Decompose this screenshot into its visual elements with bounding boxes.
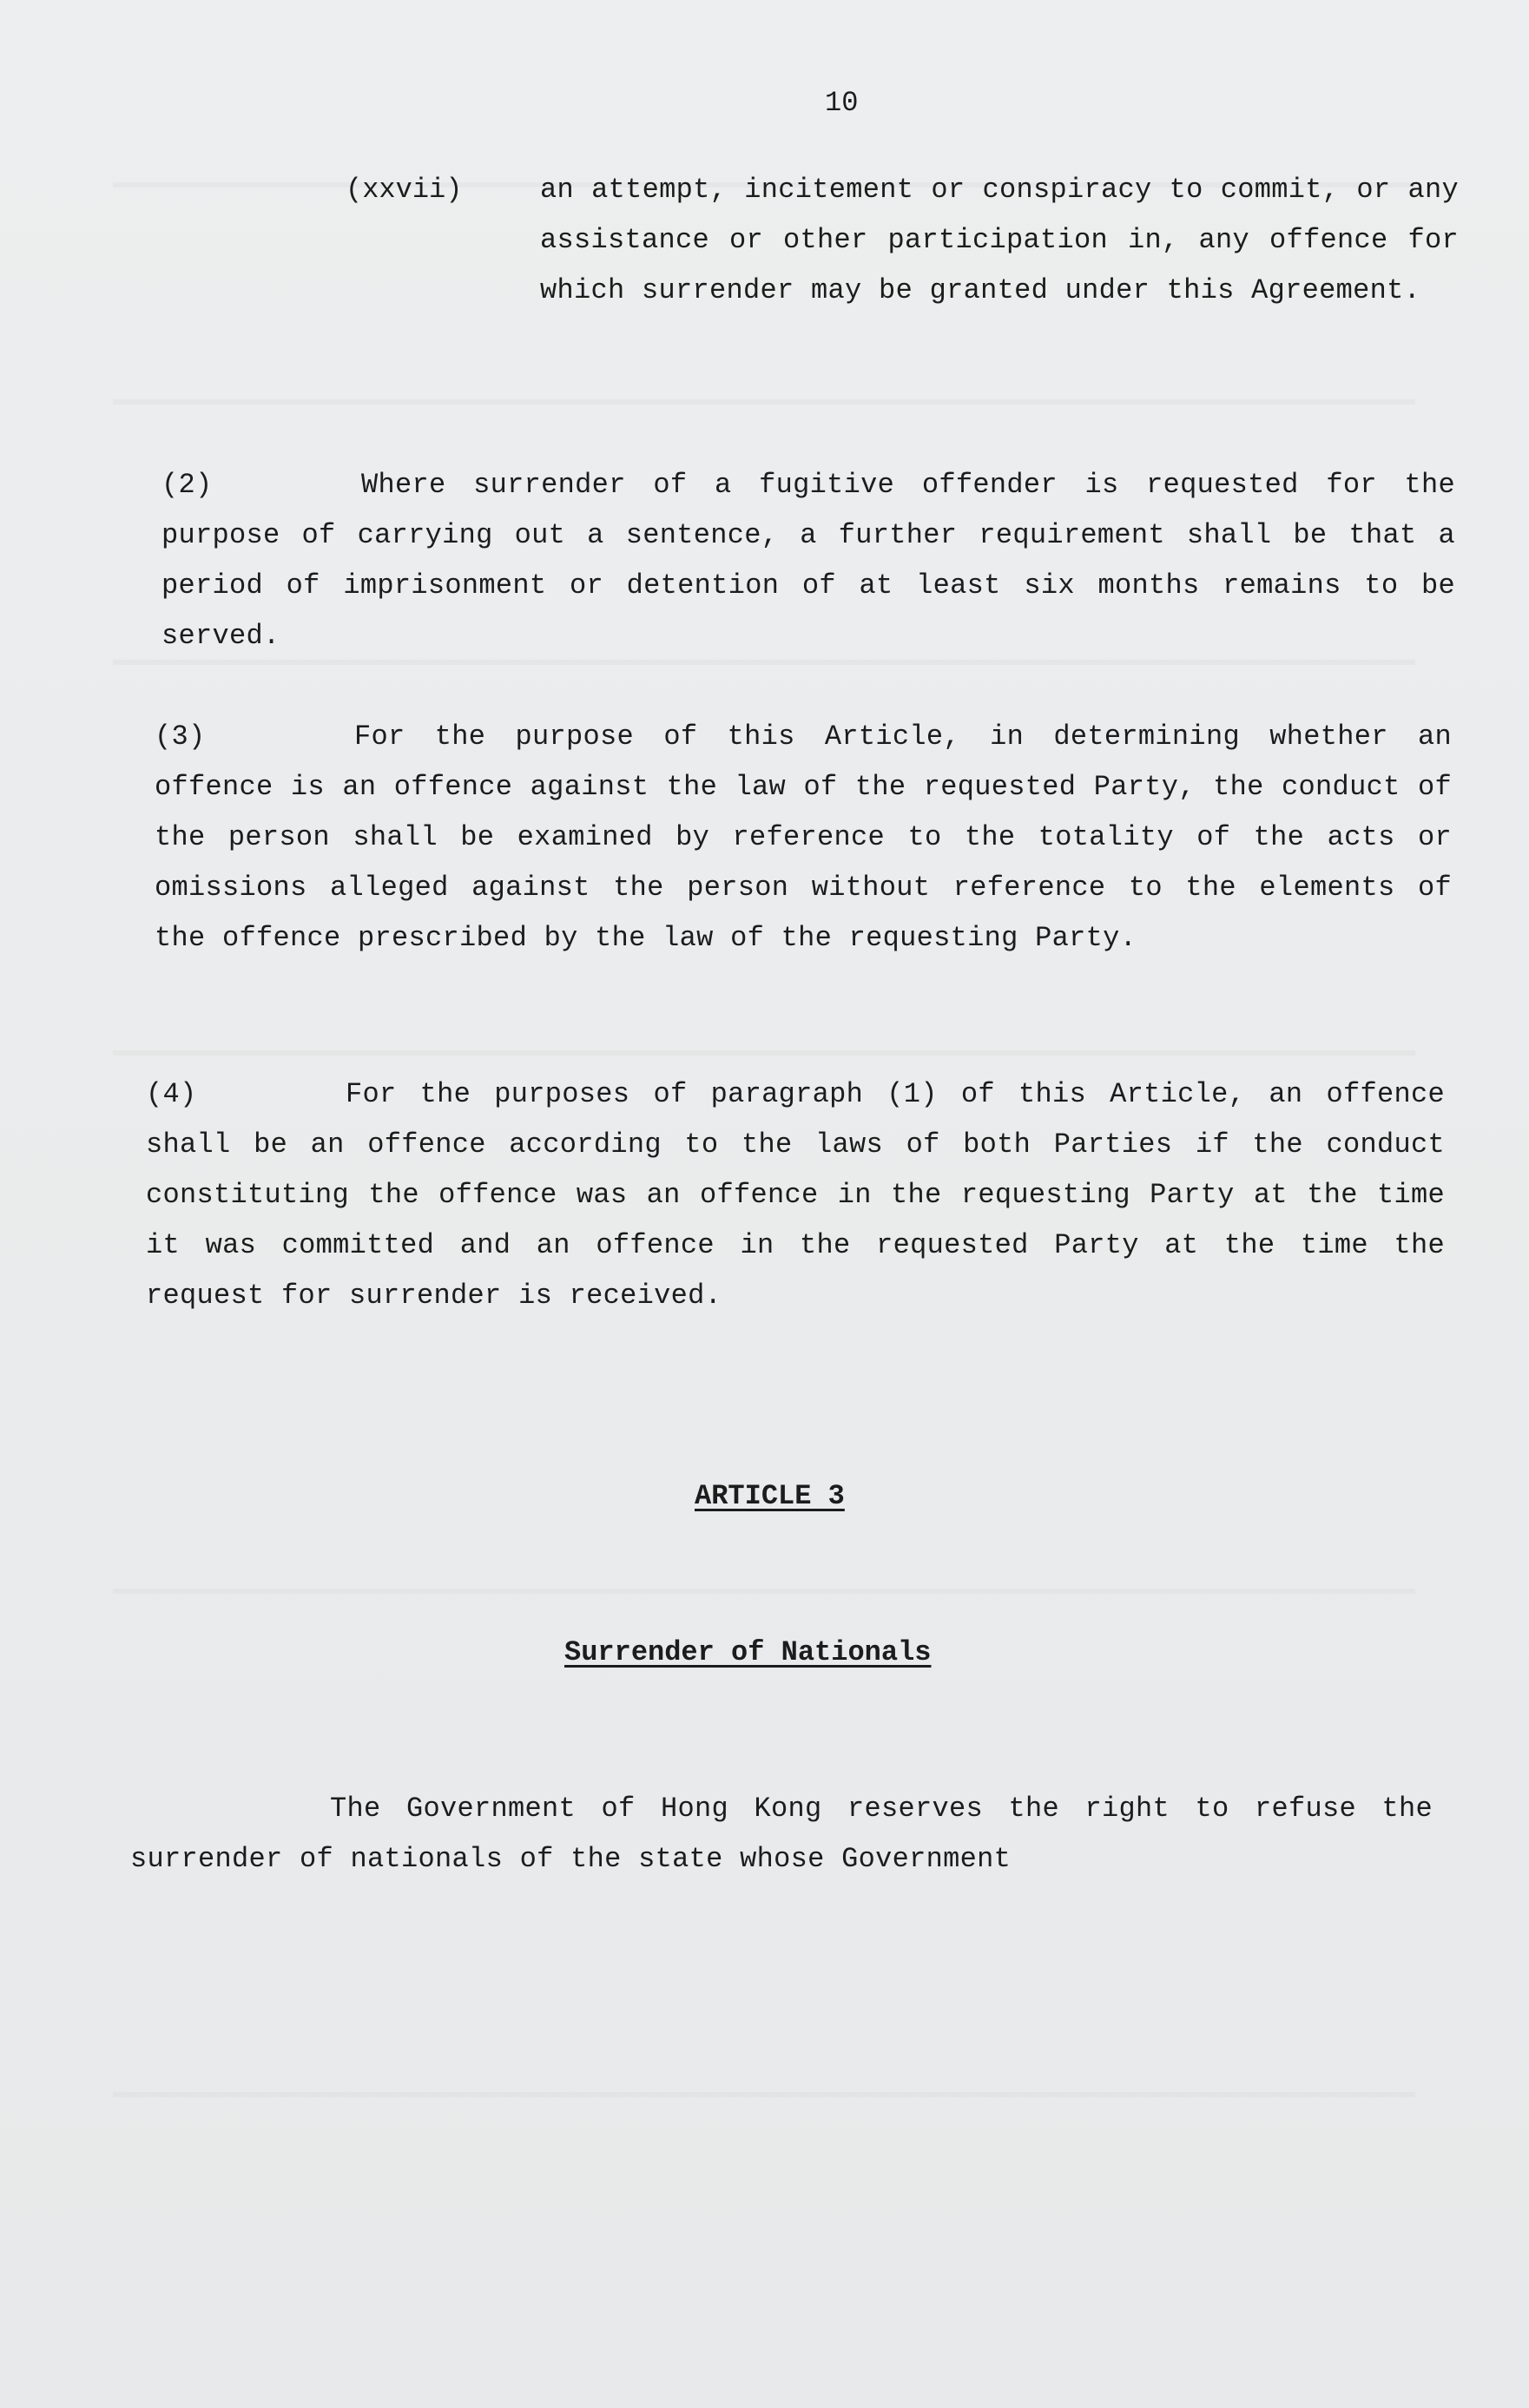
article-3-text: The Government of Hong Kong reserves the right to refuse the surrender of nationals of the state whose Government [130, 1793, 1433, 1875]
paragraph-4-text: For the purposes of paragraph (1) of this Article, an offence shall be an offence according to the laws of both Parties if the conduct constituting the offence was an offence in the requesting Party at the time it was committed and an offence in the requested Party at the time the request for surrender is received. [146, 1078, 1445, 1312]
paragraph-4 [146, 1069, 1445, 1321]
paragraph-2 [161, 460, 1455, 661]
paragraph-2-text: Where surrender of a fugitive offender is requested for the purpose of carrying out a sentence, a further requirement shall be that a period of imprisonment or detention of at least six months remains to be served. [161, 469, 1455, 652]
item-text-xxvii: an attempt, incitement or conspiracy to commit, or any assistance or other participation in, any offence for which surrender may be granted under this Agreement. [540, 174, 1459, 306]
paragraph-3-text: For the purpose of this Article, in determining whether an offence is an offence against the law of the requested Party, the conduct of the person shall be examined by reference to the totality of the acts or omissions alleged against the person without reference to the elements of the offence prescribed by the law of the requesting Party. [155, 720, 1452, 954]
bleed-through-line [113, 1589, 1415, 1594]
bleed-through-line [113, 399, 1415, 405]
paragraph-3-label: (3) [155, 720, 206, 753]
paragraph-4-label: (4) [146, 1078, 197, 1110]
article-heading: ARTICLE 3 [695, 1480, 845, 1512]
bleed-through-line [113, 2092, 1415, 2097]
article-subheading: Surrender of Nationals [564, 1636, 932, 1668]
paragraph-3 [155, 712, 1452, 964]
page-number: 10 [825, 87, 859, 119]
paragraph-2-label: (2) [161, 469, 213, 501]
bleed-through-line [113, 1050, 1415, 1056]
item-label-xxvii: (xxvii) [346, 174, 463, 206]
